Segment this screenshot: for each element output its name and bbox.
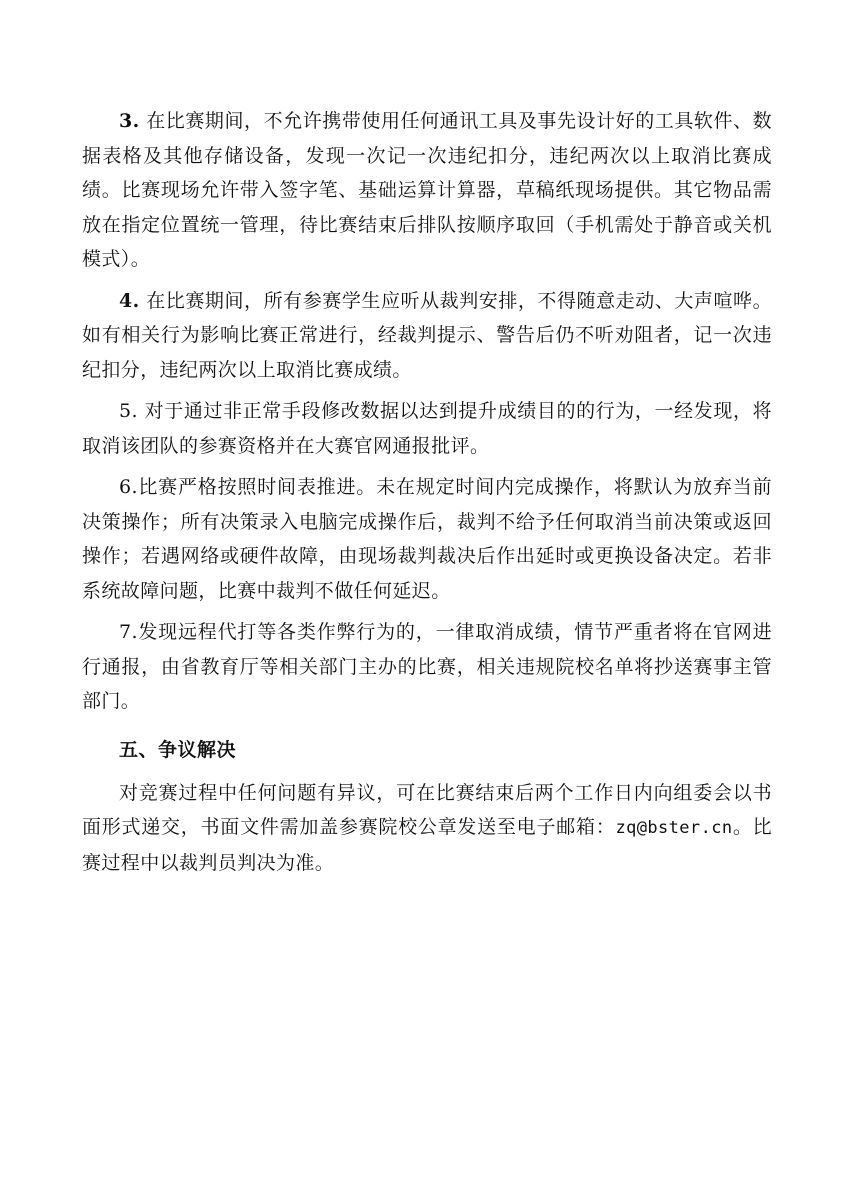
rule-number: 4. [119,289,140,312]
section-heading: 五、争议解决 [119,738,237,761]
rule-number: 3. [119,110,140,132]
rule-item-3 [82,104,772,277]
rule-number: 7. [119,621,138,643]
rule-text: 发现远程代打等各类作弊行为的，一律取消成绩，情节严重者将在官网进行通报，由省教育厅等相关部门主办的比赛，相关违规院校名单将抄送赛事主管部门。 [82,621,772,712]
dispute-paragraph [82,776,772,881]
dispute-text: 对竞赛过程中任何问题有异议，可在比赛结束后两个工作日内向组委会以书面形式递交，书面文件需加盖参赛院校公章发送至电子邮箱： [82,781,772,838]
rule-item-7 [82,615,772,719]
rule-number: 6. [119,476,138,498]
rule-text: 在比赛期间，不允许携带使用任何通讯工具及事先设计好的工具软件、数据表格及其他存储设备，发现一次记一次违纪扣分，违纪两次以上取消比赛成绩。比赛现场允许带入签字笔、基础运算计算器，草稿纸现场提供。其它物品需放在指定位置统一管理，待比赛结束后排队按顺序取回（手机需处于静音或关机模式）。 [82,110,772,270]
rule-text: 在比赛期间，所有参赛学生应听从裁判安排，不得随意走动、大声喧哗。如有相关行为影响比赛正常进行，经裁判提示、警告后仍不听劝阻者，记一次违纪扣分，违纪两次以上取消比赛成绩。 [82,289,772,381]
dispute-text-end: 。比赛过程中以裁判员判决为准。 [82,816,772,874]
rule-item-5 [82,394,772,463]
rule-item-4 [82,284,772,388]
rule-number: 5. [119,400,138,422]
rule-item-6 [82,470,772,608]
document-page [82,104,772,880]
rule-text: 比赛严格按照时间表推进。未在规定时间内完成操作，将默认为放弃当前决策操作；所有决策录入电脑完成操作后，裁判不给予任何取消当前决策或返回操作；若遇网络或硬件故障，由现场裁判裁决后作出延时或更换设备决定。若非系统故障问题，比赛中裁判不做任何延迟。 [82,476,772,602]
rule-text: 对于通过非正常手段修改数据以达到提升成绩目的的行为，一经发现，将取消该团队的参赛资格并在大赛官网通报批评。 [82,400,772,457]
email-address: zq@bster.cn [615,818,733,838]
